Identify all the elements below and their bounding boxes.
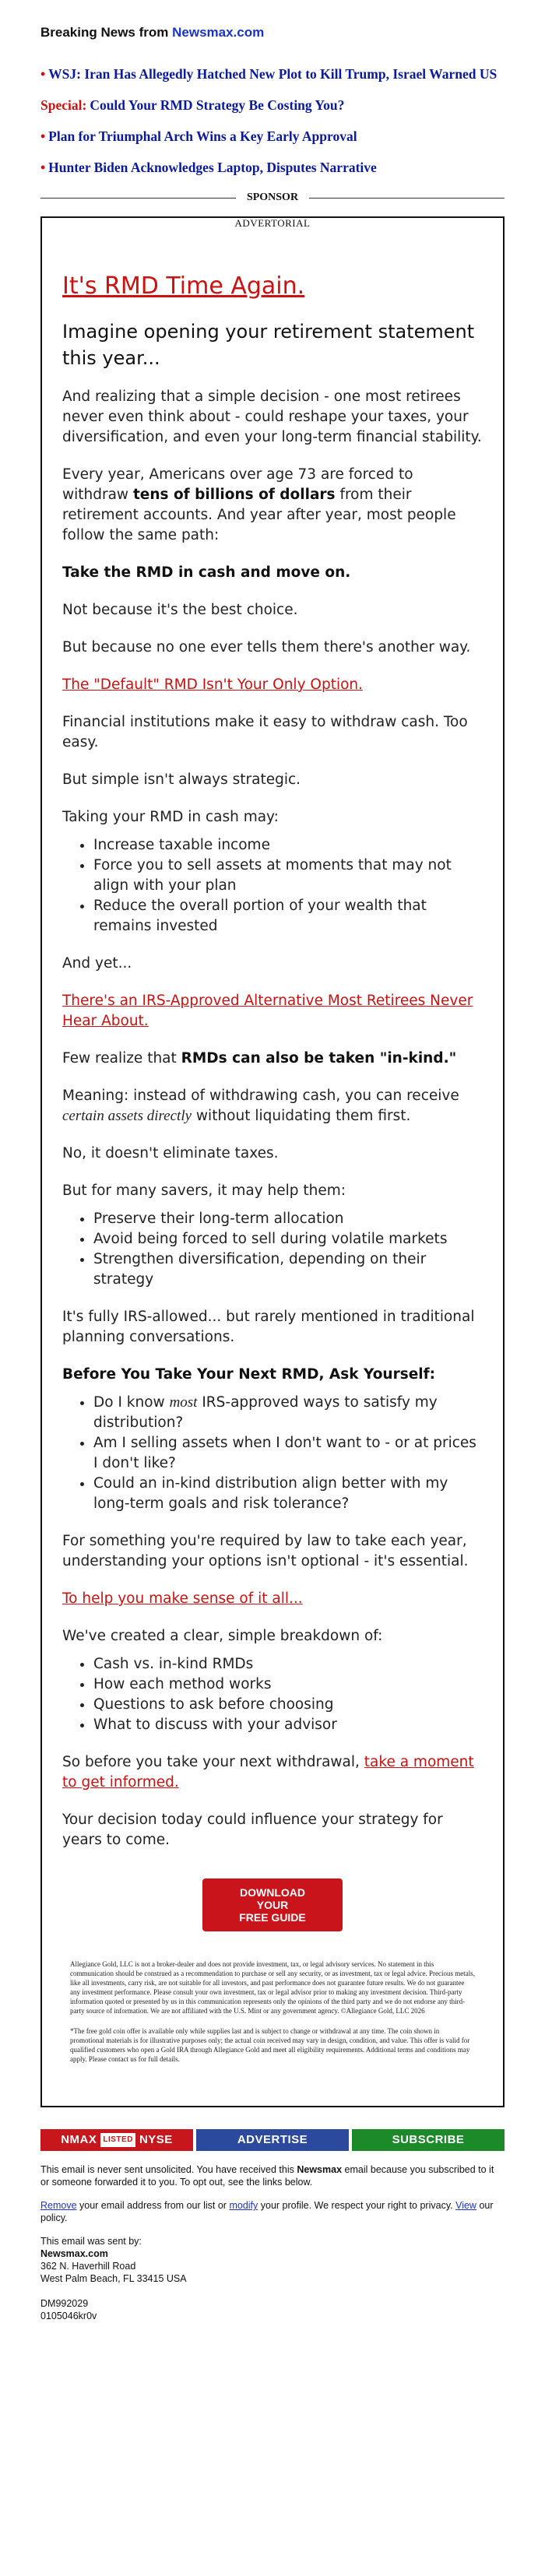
nmax-label: NMAX xyxy=(61,2133,97,2146)
ad-title[interactable]: It's RMD Time Again. xyxy=(62,272,305,300)
listed-label: LISTED xyxy=(100,2133,135,2147)
list-item: • Preserve their long-term allocation xyxy=(93,1209,483,1229)
ad-paragraph xyxy=(62,1049,483,1069)
remove-link[interactable]: Remove xyxy=(40,2200,77,2211)
list-item: • Reduce the overall portion of your wealth that remains invested xyxy=(93,896,483,937)
button-label-line2: FREE GUIDE xyxy=(239,1911,306,1924)
sponsor-rule-right xyxy=(309,198,505,199)
ad-paragraph xyxy=(62,465,483,546)
sponsor-rule-left xyxy=(40,198,236,199)
headline-link[interactable]: WSJ: Iran Has Allegedly Hatched New Plot to Kill Trump, Israel Warned US xyxy=(48,66,498,82)
text-span: without liquidating them first. xyxy=(192,1108,411,1124)
ad-list xyxy=(62,1393,483,1514)
get-informed-link[interactable]: take a moment to get informed. xyxy=(62,1754,474,1791)
ad-paragraph: Taking your RMD in cash may: xyxy=(62,809,279,825)
bold-text: Newsmax.com xyxy=(40,2248,108,2259)
headline-bullet: • xyxy=(40,160,46,175)
text-span: email because you subscribed to it or someone forwarded it to you. To opt out, see the links below. xyxy=(40,2164,494,2188)
ad-paragraph: Not because it's the best choice. xyxy=(62,602,298,618)
headline-link[interactable]: Plan for Triumphal Arch Wins a Key Early Approval xyxy=(48,128,357,144)
list-item: • Strengthen diversification, depending on their strategy xyxy=(93,1249,483,1290)
email-footer xyxy=(40,2129,505,2322)
text-span: align with your plan xyxy=(93,877,237,894)
headline-list xyxy=(40,65,505,176)
list-item: • How each method works xyxy=(93,1675,483,1695)
italic-text: certain assets directly xyxy=(62,1108,192,1124)
text-span: Do I know xyxy=(93,1394,170,1411)
sent-by-label: This email was sent by: xyxy=(40,2236,142,2247)
address-line: 362 N. Haverhill Road xyxy=(40,2261,136,2272)
header-prefix: Breaking News from xyxy=(40,25,169,40)
sponsor-label: SPONSOR xyxy=(246,192,299,203)
headline-item[interactable] xyxy=(40,159,505,176)
ad-subheading-link[interactable]: To help you make sense of it all... xyxy=(62,1590,303,1607)
advertorial-box xyxy=(40,216,505,2107)
ad-paragraph xyxy=(62,1752,483,1793)
list-item: • Cash vs. in-kind RMDs xyxy=(93,1654,483,1675)
text-span: IRS-approved ways to satisfy my distribution? xyxy=(93,1394,438,1431)
headline-item[interactable] xyxy=(40,65,505,83)
text-span: your profile. We respect your right to privacy. xyxy=(258,2200,456,2211)
ad-paragraph: It's fully IRS-allowed... but rarely mentioned in traditional planning conversations. xyxy=(62,1309,475,1345)
text-span: our policy. xyxy=(40,2200,494,2223)
tracking-code: 0105046kr0v xyxy=(40,2311,97,2321)
ad-paragraph: Your decision today could influence your strategy for years to come. xyxy=(62,1812,443,1848)
headline-bullet: • xyxy=(40,128,46,144)
text-span: Meaning: instead of withdrawing cash, you can receive xyxy=(62,1088,459,1104)
list-item: • Increase taxable income xyxy=(93,835,483,856)
text-span: This email is never sent unsolicited. You have received this xyxy=(40,2164,297,2175)
advertise-button[interactable]: ADVERTISE xyxy=(196,2129,349,2151)
optout-notice xyxy=(40,2199,505,2224)
list-item: • Avoid being forced to sell during volatile markets xyxy=(93,1229,483,1249)
ad-paragraph: No, it doesn't eliminate taxes. xyxy=(62,1145,279,1161)
headline-item[interactable] xyxy=(40,97,505,114)
nyse-label: NYSE xyxy=(139,2133,173,2146)
ad-paragraph-bold: Before You Take Your Next RMD, Ask Yourself: xyxy=(62,1366,436,1383)
ad-paragraph: And yet... xyxy=(62,955,132,972)
ad-paragraph: But because no one ever tells them there's another way. xyxy=(62,639,471,655)
disclaimer-text: Allegiance Gold, LLC is not a broker-dealer and does not provide investment, tax, or legal advisory services. No statement in this communication should be construed as a recommendation to purchase or sell any security, or as investment, tax or legal advice. Precious metals, like all investments, carry risk, are not suitable for all investors, and past performance does not guarantee future results. We do not guarantee any investment performance. Please consult your own investment, tax or legal advisor prior to making any investment decision. Third-party information quoted or presented by us in this communication represents only the opinions of the third party and we do not endorse any third-party source of information. We are not affiliated with the U.S. Mint or any government agency. ©Allegiance Gold, LLC 2026 xyxy=(70,1960,476,2015)
unsolicited-notice xyxy=(40,2163,505,2188)
ad-paragraph: For something you're required by law to take each year, understanding your options isn't optional - it's essential. xyxy=(62,1533,469,1569)
nmax-nyse-button[interactable] xyxy=(40,2129,193,2151)
text-span: So before you take your next withdrawal, xyxy=(62,1754,364,1770)
ad-paragraph: Financial institutions make it easy to withdraw cash. Too easy. xyxy=(62,714,468,750)
headline-link[interactable]: Could Your RMD Strategy Be Costing You? xyxy=(90,97,345,113)
ad-paragraph xyxy=(62,1086,483,1126)
address-line: West Palm Beach, FL 33415 USA xyxy=(40,2273,187,2284)
ad-list xyxy=(62,1209,483,1290)
headline-item[interactable] xyxy=(40,128,505,145)
bold-text: Newsmax xyxy=(297,2164,343,2175)
text-span: Few realize that xyxy=(62,1050,181,1067)
list-item: • Questions to ask before choosing xyxy=(93,1695,483,1715)
sponsor-divider xyxy=(40,192,505,204)
advertorial-label: ADVERTORIAL xyxy=(234,217,311,229)
ad-paragraph: We've created a clear, simple breakdown of: xyxy=(62,1628,383,1644)
list-item: • Am I selling assets when I don't want to - or at prices I don't like? xyxy=(93,1433,483,1474)
download-guide-button[interactable] xyxy=(202,1878,343,1931)
button-label-line1: DOWNLOAD YOUR xyxy=(240,1886,305,1911)
footer-button-row xyxy=(40,2129,505,2151)
headline-link[interactable]: Hunter Biden Acknowledges Laptop, Disputes Narrative xyxy=(48,160,377,175)
ad-paragraph-bold: Take the RMD in cash and move on. xyxy=(62,564,351,581)
tracking-code: DM992029 xyxy=(40,2298,89,2309)
ad-subheading-link[interactable]: There's an IRS-Approved Alternative Most Retirees Never Hear About. xyxy=(62,993,473,1029)
ad-list xyxy=(62,835,483,937)
list-item xyxy=(93,856,483,896)
ad-paragraph: But simple isn't always strategic. xyxy=(62,771,301,788)
text-span: Force you to sell assets at moments that may not xyxy=(93,857,452,873)
email-header xyxy=(40,0,505,40)
list-item: • What to discuss with your advisor xyxy=(93,1715,483,1735)
button-wrap xyxy=(62,1878,483,1931)
ad-subtitle: Imagine opening your retirement statement this year... xyxy=(62,321,475,369)
company-name xyxy=(40,2247,505,2260)
ad-paragraph: But for many savers, it may help them: xyxy=(62,1183,346,1199)
ad-paragraph: And realizing that a simple decision - one most retirees never even think about - could reshape your taxes, your diversification, and even your long-term financial stability. xyxy=(62,388,482,445)
italic-text: most xyxy=(169,1394,198,1411)
ad-subheading-link[interactable]: The "Default" RMD Isn't Your Only Option. xyxy=(62,677,364,693)
view-policy-link[interactable]: View xyxy=(455,2200,476,2211)
advertorial-content xyxy=(62,272,483,1931)
text-span: Every year, Americans over age 73 are forced to withdraw xyxy=(62,466,413,503)
modify-link[interactable]: modify xyxy=(229,2200,258,2211)
bold-text: tens of billions of dollars xyxy=(132,487,336,503)
ad-list xyxy=(62,1654,483,1735)
bold-text: RMDs can also be taken "in-kind." xyxy=(181,1050,457,1067)
text-span: your email address from our list or xyxy=(76,2200,230,2211)
subscribe-button[interactable]: SUBSCRIBE xyxy=(352,2129,505,2151)
headline-bullet: • xyxy=(40,66,46,82)
headline-special-label: Special: xyxy=(40,97,87,113)
text-span: from their retirement accounts. And year after year, most people follow the same path: xyxy=(62,487,456,543)
header-brand[interactable]: Newsmax.com xyxy=(172,25,265,40)
offer-disclaimer-text: *The free gold coin offer is available only while supplies last and is subject to change or withdrawal at any time. The coin shown in promotional materials is for illustrative purposes only; the actual coin received may vary in design, condition, and value. This offer is valid for qualified customers who open a Gold IRA through Allegiance Gold and meet all eligibility requirements. Additional terms and conditions may apply. Please contact us for full details. xyxy=(70,2027,470,2063)
list-item xyxy=(93,1393,483,1433)
list-item: • Could an in-kind distribution align better with my long-term goals and risk tolerance? xyxy=(93,1474,483,1514)
